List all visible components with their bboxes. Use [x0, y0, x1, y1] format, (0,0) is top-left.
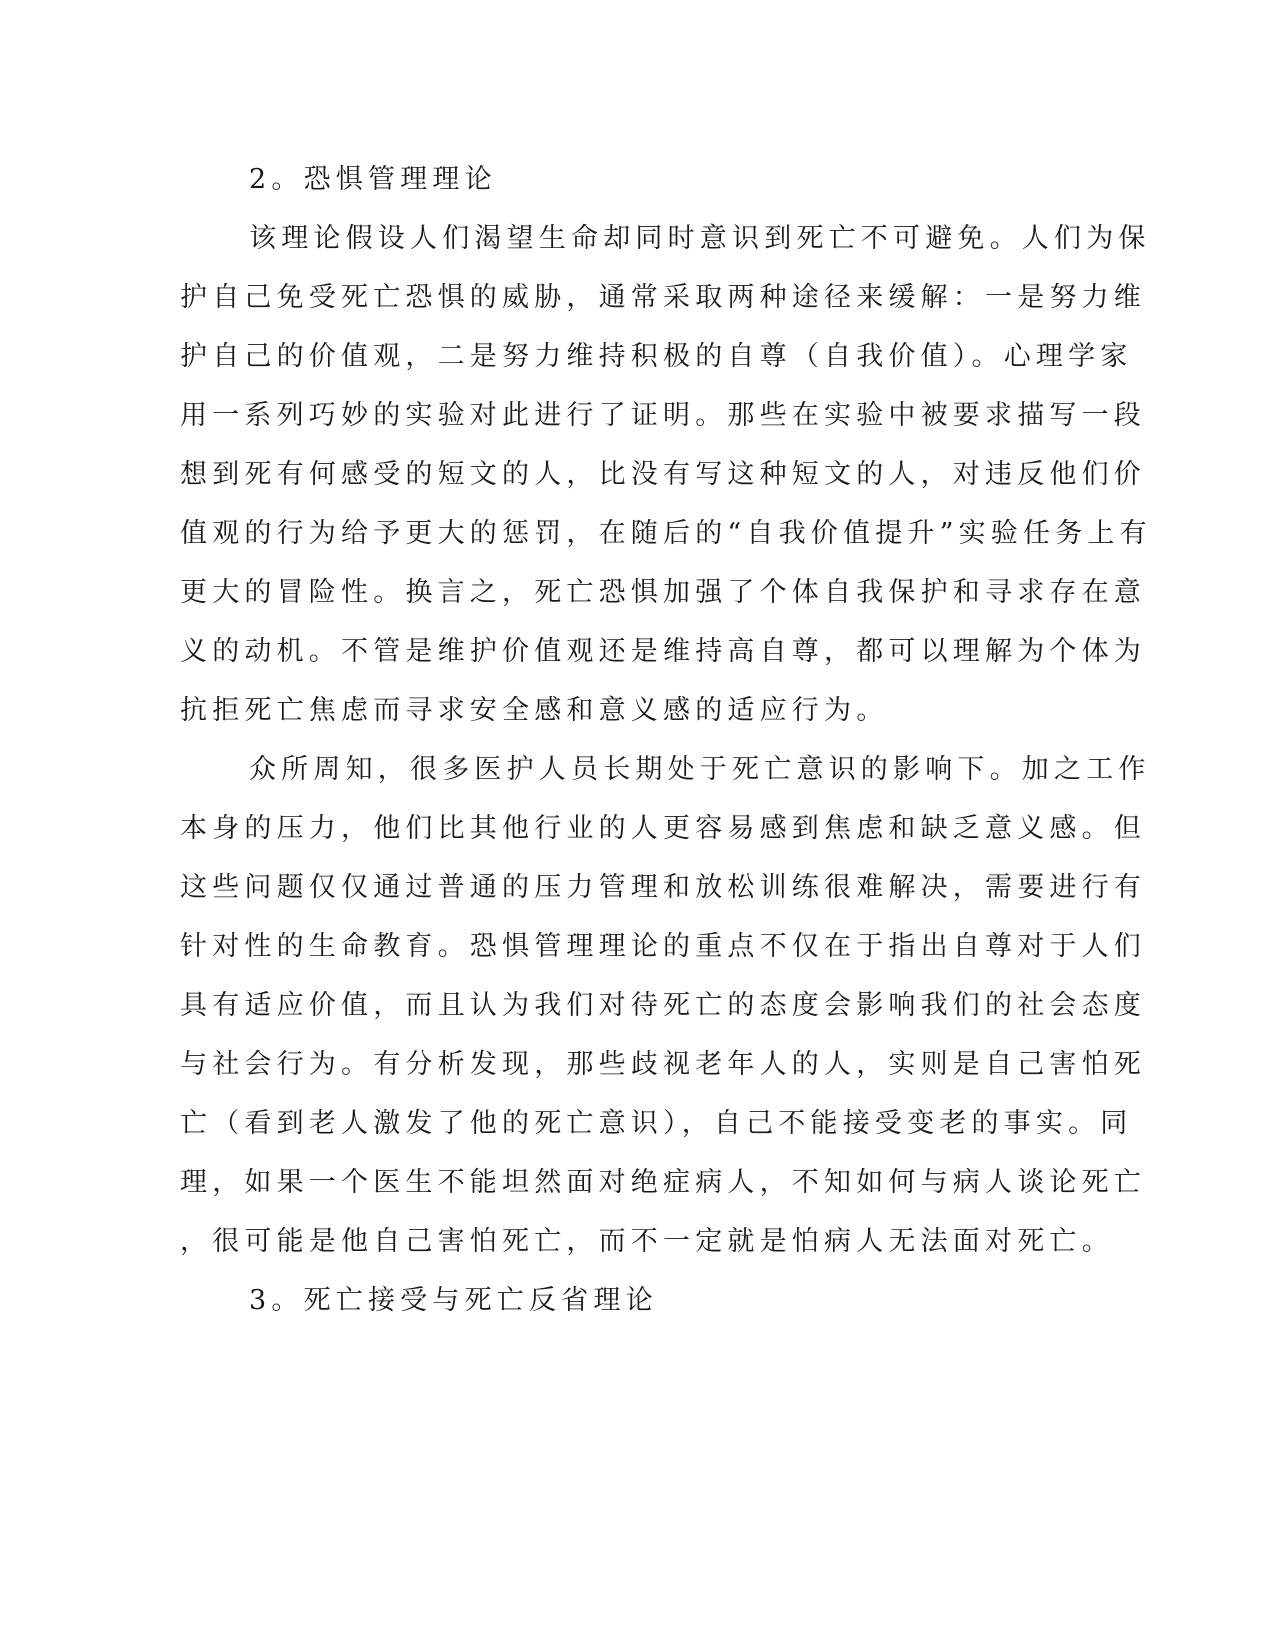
paragraph-line: 抗拒死亡焦虑而寻求安全感和意义感的适应行为。	[180, 695, 889, 726]
paragraph-line: 亡（看到老人激发了他的死亡意识），自己不能接受变老的事实。同	[180, 1108, 1133, 1139]
paragraph-line: 与社会行为。有分析发现，那些歧视老年人的人，实则是自己害怕死	[180, 1049, 1146, 1080]
paragraph-line: 护自己免受死亡恐惧的威胁，通常采取两种途径来缓解：一是努力维	[180, 282, 1146, 313]
paragraph-line: 针对性的生命教育。恐惧管理理论的重点不仅在于指出自尊对于人们	[180, 931, 1146, 962]
paragraph-line: 理，如果一个医生不能坦然面对绝症病人，不知如何与病人谈论死亡	[180, 1167, 1146, 1198]
paragraph-line: 护自己的价值观，二是努力维持积极的自尊（自我价值）。心理学家	[180, 341, 1133, 372]
paragraph-line: 用一系列巧妙的实验对此进行了证明。那些在实验中被要求描写一段	[180, 400, 1146, 431]
paragraph-line: 想到死有何感受的短文的人，比没有写这种短文的人，对违反他们价	[180, 459, 1146, 490]
paragraph-line: 本身的压力，他们比其他行业的人更容易感到焦虑和缺乏意义感。但	[180, 813, 1146, 844]
paragraph-line: 这些问题仅仅通过普通的压力管理和放松训练很难解决，需要进行有	[180, 872, 1146, 903]
paragraph-line: 具有适应价值，而且认为我们对待死亡的态度会影响我们的社会态度	[180, 990, 1146, 1021]
paragraph-line: ，很可能是他自己害怕死亡，而不一定就是怕病人无法面对死亡。	[180, 1226, 1114, 1257]
paragraph-line: 更大的冒险性。换言之，死亡恐惧加强了个体自我保护和寻求存在意	[180, 577, 1146, 608]
paragraph-line: 众所周知，很多医护人员长期处于死亡意识的影响下。加之工作	[249, 754, 1151, 785]
paragraph-line: 该理论假设人们渴望生命却同时意识到死亡不可避免。人们为保	[249, 223, 1151, 254]
section-heading-death-acceptance: 3。死亡接受与死亡反省理论	[249, 1285, 658, 1316]
paragraph-line: 值观的行为给予更大的惩罚，在随后的“自我价值提升”实验任务上有	[180, 518, 1152, 549]
section-heading-fear-management: 2。恐惧管理理论	[249, 164, 497, 195]
paragraph-line: 义的动机。不管是维护价值观还是维持高自尊，都可以理解为个体为	[180, 636, 1146, 667]
